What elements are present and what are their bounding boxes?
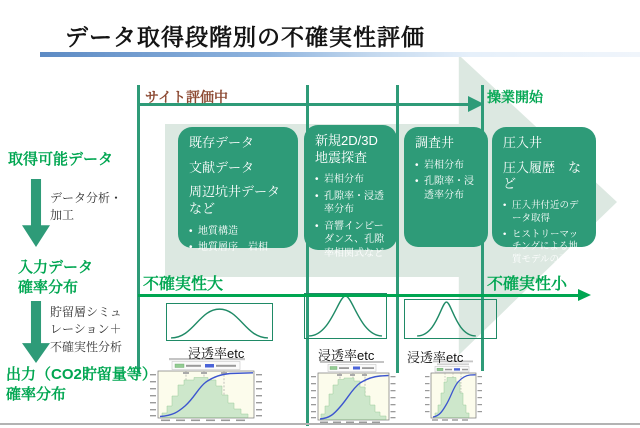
uncertainty-arrow-head-icon bbox=[578, 289, 591, 301]
label-reservoir-simulation-line1: 貯留層シミュ bbox=[50, 305, 122, 319]
label-reservoir-simulation bbox=[50, 304, 136, 356]
stage3-bullet: • 岩相分布 bbox=[415, 159, 479, 173]
legend-swatch-histogram bbox=[437, 368, 443, 370]
down-arrow-icon bbox=[22, 301, 50, 363]
permeability-label: 浸透率etc bbox=[318, 348, 375, 363]
label-uncertainty-large: 不確実性大 bbox=[143, 276, 224, 293]
label-input-data bbox=[18, 258, 93, 297]
label-reservoir-simulation-line2: レーション＋ bbox=[50, 322, 122, 337]
legend-swatch-cdf bbox=[353, 367, 360, 370]
label-input-data-line2: 確率分布 bbox=[18, 278, 79, 296]
output-chart-2 bbox=[308, 360, 396, 425]
label-reservoir-simulation-line3: 不確実性分析 bbox=[50, 339, 123, 354]
output-chart-3 bbox=[423, 360, 483, 422]
legend-swatch-histogram bbox=[175, 364, 184, 368]
title-underline bbox=[40, 52, 640, 57]
label-acquirable-data: 取得可能データ bbox=[8, 151, 114, 168]
stage1-bullet: • 地質層序 岩相 bbox=[189, 241, 289, 255]
stage2-bullet: • 岩相分布 bbox=[315, 173, 388, 187]
label-data-analysis: データ分析・加工 bbox=[50, 191, 123, 223]
stage1-title-line3: 周辺坑井データなど bbox=[189, 184, 281, 216]
stage2-bullet: • 孔隙率・浸透率分布 bbox=[315, 190, 388, 217]
stage4-bullet: • ヒストリーマッチングによる地質モデルの更新 bbox=[503, 229, 587, 267]
label-output-line1: 出力（CO2貯留量等） bbox=[6, 366, 157, 383]
stage1-title-line2: 文献データ bbox=[189, 159, 255, 175]
distribution-bell-narrow bbox=[404, 299, 497, 339]
stage-box-injection-well bbox=[492, 127, 596, 266]
stage4-title-line2: 圧入履歴 など bbox=[503, 159, 582, 192]
legend-swatch-histogram bbox=[330, 367, 337, 370]
phase-label-site-evaluation: サイト評価中 bbox=[145, 89, 229, 105]
stage-box-existing-data bbox=[178, 127, 298, 253]
label-input-data-line1: 入力データ bbox=[18, 259, 94, 276]
stage3-bullet: • 孔隙率・浸透率分布 bbox=[415, 175, 479, 202]
distribution-bell-wide bbox=[166, 303, 273, 341]
stage2-bullet: • 音響インピーダンス、孔隙率相関式など bbox=[315, 220, 388, 261]
stage-box-survey-well bbox=[404, 127, 488, 247]
stage3-title-line1: 調査井 bbox=[415, 135, 455, 150]
page-title: データ取得段階別の不確実性評価 bbox=[65, 24, 425, 50]
stage2-title-line1: 新規2D/3D bbox=[315, 133, 378, 148]
label-uncertainty-small: 不確実性小 bbox=[487, 276, 568, 293]
slide-bottom-edge bbox=[0, 423, 640, 425]
timeline-arrow-head-icon bbox=[468, 96, 484, 112]
label-output-probability bbox=[6, 365, 157, 404]
stage2-title-line2: 地震探査 bbox=[315, 149, 368, 165]
output-chart-1 bbox=[145, 357, 267, 423]
stage1-bullet: • 地質構造 bbox=[189, 225, 289, 239]
permeability-label: 浸透率etc bbox=[407, 350, 464, 365]
stage1-title-line1: 既存データ bbox=[189, 135, 255, 150]
down-arrow-icon bbox=[22, 179, 50, 247]
label-output-line2: 確率分布 bbox=[6, 385, 67, 403]
legend-swatch-cdf bbox=[454, 368, 460, 370]
stage-line-1 bbox=[137, 85, 140, 373]
stage4-bullet: • 圧入井付近のデータ取得 bbox=[503, 200, 587, 226]
stage4-title-line1: 圧入井 bbox=[503, 135, 543, 150]
uncertainty-arrow-shaft bbox=[138, 294, 580, 297]
permeability-label: 浸透率etc bbox=[188, 346, 245, 361]
legend-swatch-cdf bbox=[205, 364, 214, 368]
phase-label-operation-start: 操業開始 bbox=[487, 89, 543, 105]
distribution-bell-medium bbox=[304, 293, 387, 339]
stage-box-seismic-survey bbox=[304, 125, 397, 259]
